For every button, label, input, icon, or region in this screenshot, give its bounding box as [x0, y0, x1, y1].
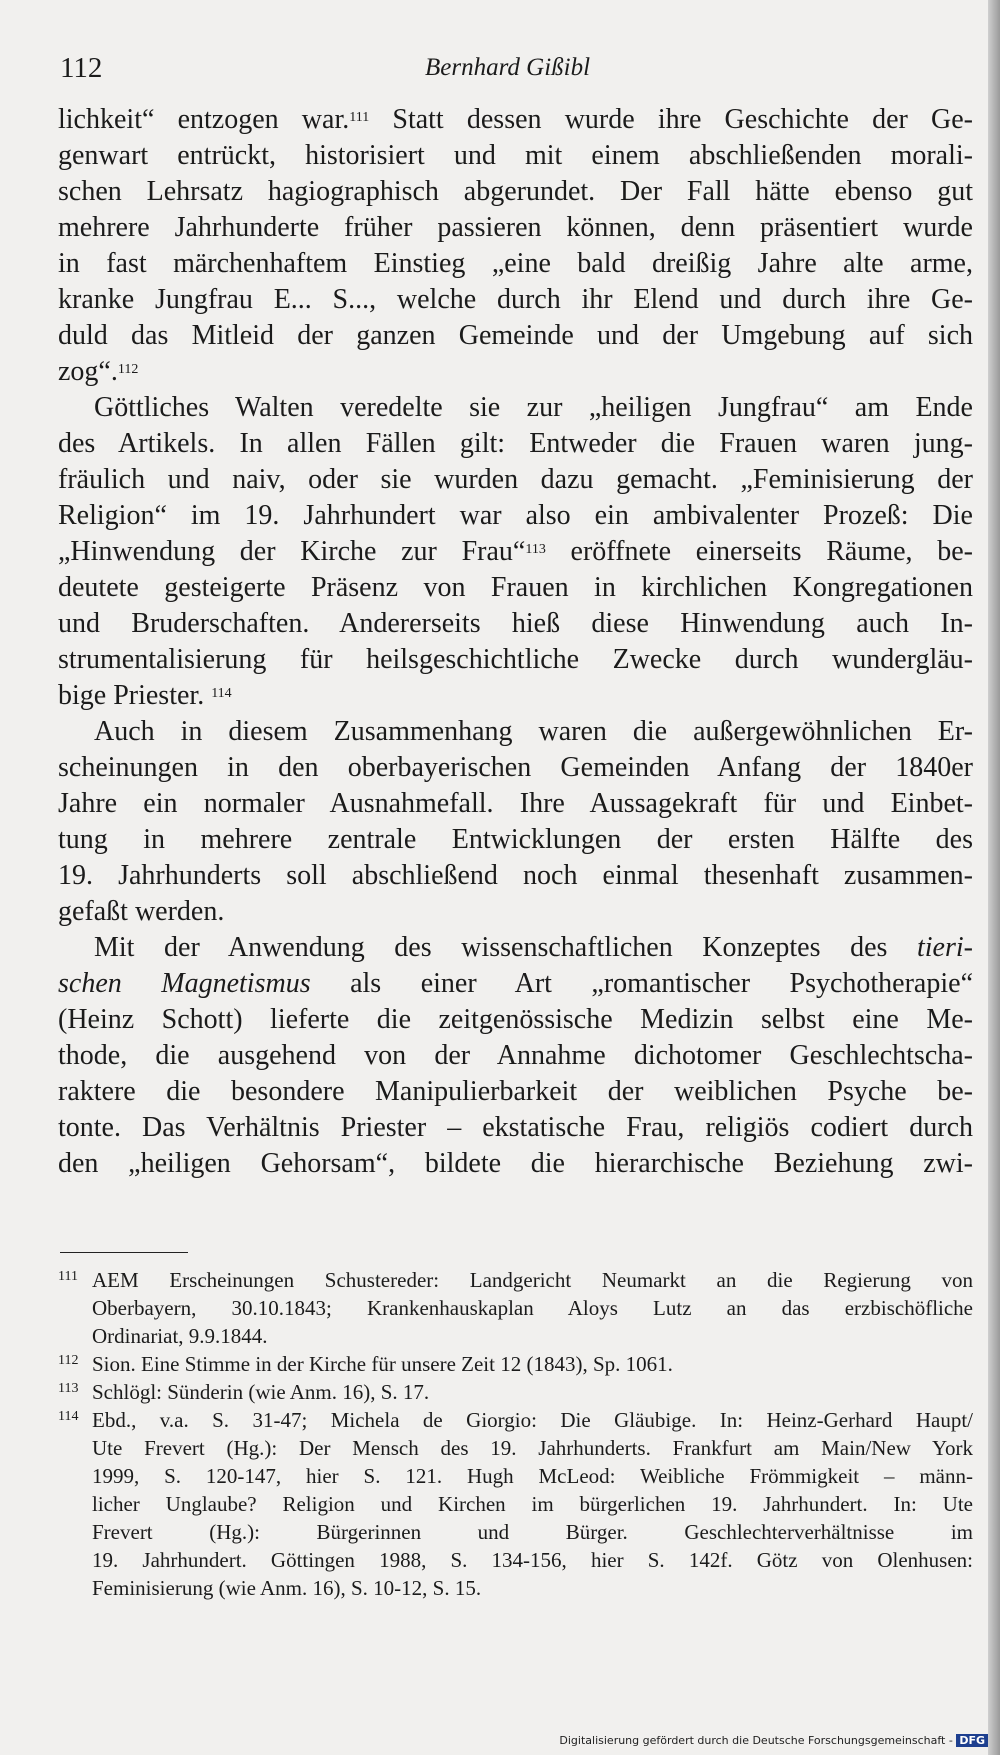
text-line: tung in mehrere zentrale Entwicklungen der ersten Hälfte des: [58, 824, 973, 855]
footnote-111: 111 AEM Erscheinungen Schustereder: Landgericht Neumarkt an die Regierung von Oberbayern, 30.10.1843; Krankenhauskaplan Aloys Lutz an das erzbischöfliche Ordinariat, 9.9.1844.: [58, 1266, 973, 1350]
text-line: thode, die ausgehend von der Annahme dichotomer Geschlechtscha-: [58, 1040, 973, 1071]
text-line: mehrere Jahrhunderte früher passieren können, denn präsentiert wurde: [58, 212, 973, 243]
main-text: [58, 102, 973, 1182]
text-line: schen Lehrsatz hagiographisch abgerundet. Der Fall hätte ebenso gut: [58, 176, 973, 207]
text-line: duld das Mitleid der ganzen Gemeinde und der Umgebung auf sich: [58, 320, 973, 351]
text-line: strumentalisierung für heilsgeschichtliche Zwecke durch wundergläu-: [58, 644, 973, 675]
footnote-number: 114: [58, 1409, 79, 1424]
footnote-112: 112 Sion. Eine Stimme in der Kirche für unsere Zeit 12 (1843), Sp. 1061.: [58, 1350, 973, 1378]
text-line: deutete gesteigerte Präsenz von Frauen in kirchlichen Kongregationen: [58, 572, 973, 603]
footnote-ref-111: 111: [349, 110, 370, 125]
text-line: schen Magnetismus als einer Art „romantischer Psychotherapie“: [58, 968, 973, 999]
text-line: lichkeit“ entzogen war.$^{111}$ Statt dessen wurde ihre Geschichte der Ge-: [58, 104, 973, 135]
text-line: raktere die besondere Manipulierbarkeit der weiblichen Psyche be-: [58, 1076, 973, 1107]
page-edge-shadow: [988, 0, 1000, 1755]
footnote-ref-113: 113: [525, 542, 546, 557]
paragraph-start: Auch in diesem Zusammenhang waren die außergewöhnlichen Er-: [94, 716, 973, 747]
footnotes: [58, 1266, 973, 1602]
italic-term: tieri-: [917, 932, 973, 963]
text-line: gefaßt werden.: [58, 896, 225, 927]
text-line: genwart entrückt, historisiert und mit einem abschließenden morali-: [58, 140, 973, 171]
text-line: kranke Jungfrau E... S..., welche durch ihr Elend und durch ihre Ge-: [58, 284, 973, 315]
text-line: Jahre ein normaler Ausnahmefall. Ihre Aussagekraft für und Einbet-: [58, 788, 973, 819]
paragraph-start: Göttliches Walten veredelte sie zur „heiligen Jungfrau“ am Ende: [94, 392, 973, 423]
footnote-number: 113: [58, 1381, 79, 1396]
text-line: (Heinz Schott) lieferte die zeitgenössische Medizin selbst eine Me-: [58, 1004, 973, 1035]
footnote-114: 114 Ebd., v.a. S. 31-47; Michela de Giorgio: Die Gläubige. In: Heinz-Gerhard Haupt/ Ute Frevert (Hg.): Der Mensch des 19. Jahrhunderts. Frankfurt am Main/New York 1999, S. 120-147, hier S. 121. Hugh McLeod: Weibliche Frömmigkeit – männ- licher Unglaube? Religion und Kirchen im bürgerlichen 19. Jahrhundert. In: Ute Frevert (Hg.): Bürgerinnen und Bürger. Geschlechterverhältnisse im 19. Jahrhundert. Göttingen 1988, S. 134-156, hier S. 142f. Götz von Olenhusen: Feminisierung (wie Anm. 16), S. 10-12, S. 15.: [58, 1406, 973, 1602]
running-header: [60, 52, 960, 92]
text-line: fräulich und naiv, oder sie wurden dazu gemacht. „Feminisierung der: [58, 464, 973, 495]
text-line: Religion“ im 19. Jahrhundert war also ein ambivalenter Prozeß: Die: [58, 500, 973, 531]
text-line: den „heiligen Gehorsam“, bildete die hierarchische Beziehung zwi-: [58, 1148, 973, 1179]
footnote-number: 111: [58, 1269, 78, 1284]
running-head-author: Bernhard Gißibl: [425, 54, 591, 81]
text-line: 19. Jahrhunderts soll abschließend noch einmal thesenhaft zusammen-: [58, 860, 973, 891]
text-line: zog“.$^{112}$: [58, 356, 139, 387]
footnote-ref-112: 112: [117, 362, 139, 377]
text-line: und Bruderschaften. Andererseits hieß diese Hinwendung auch In-: [58, 608, 973, 639]
paragraph-start: Mit der Anwendung des wissenschaftlichen Konzeptes des tieri-: [94, 932, 973, 963]
text-line: „Hinwendung der Kirche zur Frau“$^{113}$ eröffnete einerseits Räume, be-: [58, 536, 973, 567]
page-number: 112: [60, 52, 103, 84]
text-line: bige Priester. $^{114}$: [58, 680, 232, 711]
text-line: in fast märchenhaftem Einstieg „eine bald dreißig Jahre alte arme,: [58, 248, 973, 279]
text-line: tonte. Das Verhältnis Priester – ekstatische Frau, religiös codiert durch: [58, 1112, 973, 1143]
dfg-logo: DFG: [956, 1734, 988, 1747]
footnote-number: 112: [58, 1353, 79, 1368]
text-line: des Artikels. In allen Fällen gilt: Entweder die Frauen waren jung-: [58, 428, 973, 459]
text-line: scheinungen in den oberbayerischen Gemeinden Anfang der 1840er: [58, 752, 973, 783]
digitization-credit: Digitalisierung gefördert durch die Deutsche Forschungsgemeinschaft - DFG: [559, 1734, 988, 1747]
footnote-separator: [60, 1252, 188, 1253]
footnote-113: 113 Schlögl: Sünderin (wie Anm. 16), S. 17.: [58, 1378, 973, 1406]
footnote-ref-114: 114: [211, 686, 232, 701]
